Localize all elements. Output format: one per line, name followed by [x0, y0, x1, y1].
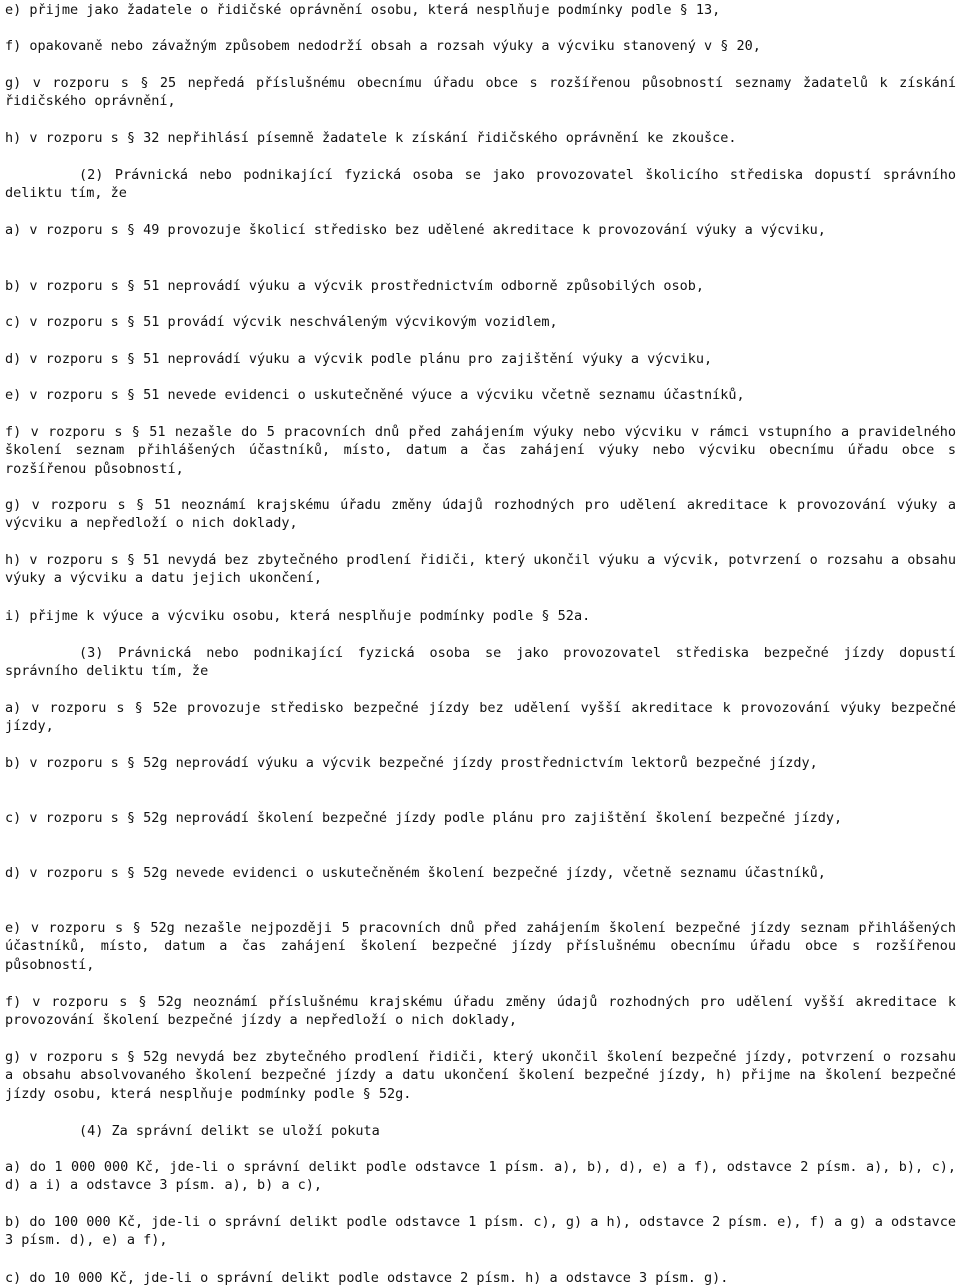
paragraph-3-intro: (3) Právnická nebo podnikající fyzická osoba se jako provozovatel střediska bezpečné jízdy dopustí správního deliktu tím, že — [5, 645, 956, 680]
paragraph-2e: e) v rozporu s § 51 nevede evidenci o uskutečněné výuce a výcviku včetně seznamu účastníků, — [5, 387, 745, 403]
paragraph-3a: a) v rozporu s § 52e provozuje středisko bezpečné jízdy bez udělení vyšší akreditace k provozování výuky bezpečné jízdy, — [5, 700, 956, 735]
paragraph-3g: g) v rozporu s § 52g nevydá bez zbytečného prodlení řidiči, který ukončil školení bezpečné jízdy, potvrzení o rozsahu a obsahu absolvovaného školení bezpečné jízdy a datu ukončení školení bezpečné jízdy, h) přijme na školení bezpečné jízdy osobu, která nesplňuje podmínky podle § 52g. — [5, 1049, 956, 1102]
paragraph-1e: e) přijme jako žadatele o řidičské oprávnění osobu, která nesplňuje podmínky podle § 13, — [5, 2, 721, 18]
paragraph-3f: f) v rozporu s § 52g neoznámí příslušnému krajskému úřadu změny údajů rozhodných pro udělení vyšší akreditace k provozování školení bezpečné jízdy a nepředloží o nich doklady, — [5, 994, 956, 1029]
paragraph-2h: h) v rozporu s § 51 nevydá bez zbytečného prodlení řidiči, který ukončil výuku a výcvik, potvrzení o rozsahu a obsahu výuky a výcviku a datu jejich ukončení, — [5, 552, 956, 587]
paragraph-4a: a) do 1 000 000 Kč, jde-li o správní delikt podle odstavce 1 písm. a), b), d), e) a f), odstavce 2 písm. a), b), c), d) a i) a odstavce 3 písm. a), b) a c), — [5, 1159, 956, 1194]
paragraph-2f: f) v rozporu s § 51 nezašle do 5 pracovních dnů před zahájením výuky nebo výcviku v rámci vstupního a pravidelného školení seznam přihlášených účastníků, místo, datum a čas zahájení výuky nebo výcviku obecnímu úřadu obce s rozšířenou působností, — [5, 424, 956, 477]
paragraph-4b: b) do 100 000 Kč, jde-li o správní delikt podle odstavce 1 písm. c), g) a h), odstavce 2 písm. e), f) a g) a odstavce 3 písm. d), e) a f), — [5, 1214, 956, 1249]
paragraph-4c: c) do 10 000 Kč, jde-li o správní delikt podle odstavce 2 písm. h) a odstavce 3 písm. g). — [5, 1270, 729, 1286]
paragraph-3c: c) v rozporu s § 52g neprovádí školení bezpečné jízdy podle plánu pro zajištění školení bezpečné jízdy, — [5, 810, 843, 826]
paragraph-3e: e) v rozporu s § 52g nezašle nejpozději 5 pracovních dnů před zahájením školení bezpečné jízdy seznam přihlášených účastníků, místo, datum a čas zahájení školení bezpečné jízdy příslušnému obecnímu úřadu obce s rozšířenou působností, — [5, 920, 956, 973]
paragraph-2b: b) v rozporu s § 51 neprovádí výuku a výcvik prostřednictvím odborně způsobilých osob, — [5, 278, 704, 294]
paragraph-1g: g) v rozporu s § 25 nepředá příslušnému obecnímu úřadu obce s rozšířenou působností seznamy žadatelů k získání řidičského oprávnění, — [5, 75, 956, 110]
paragraph-2c: c) v rozporu s § 51 provádí výcvik neschváleným výcvikovým vozidlem, — [5, 314, 558, 330]
paragraph-2i: i) přijme k výuce a výcviku osobu, která nesplňuje podmínky podle § 52a. — [5, 608, 591, 624]
paragraph-2d: d) v rozporu s § 51 neprovádí výuku a výcvik podle plánu pro zajištění výuky a výcviku, — [5, 351, 713, 367]
paragraph-2g: g) v rozporu s § 51 neoznámí krajskému úřadu změny údajů rozhodných pro udělení akreditace k provozování výuky a výcviku a nepředloží o nich doklady, — [5, 497, 956, 532]
paragraph-1f: f) opakovaně nebo závažným způsobem nedodrží obsah a rozsah výuky a výcviku stanovený v § 20, — [5, 38, 761, 54]
paragraph-2a: a) v rozporu s § 49 provozuje školicí středisko bez udělené akreditace k provozování výuky a výcviku, — [5, 222, 826, 238]
paragraph-1h: h) v rozporu s § 32 nepřihlásí písemně žadatele k získání řidičského oprávnění ke zkoušce. — [5, 130, 737, 146]
paragraph-3b: b) v rozporu s § 52g neprovádí výuku a výcvik bezpečné jízdy prostřednictvím lektorů bezpečné jízdy, — [5, 755, 818, 771]
paragraph-2-intro: (2) Právnická nebo podnikající fyzická osoba se jako provozovatel školicího střediska dopustí správního deliktu tím, že — [5, 167, 956, 202]
paragraph-4-intro: (4) Za správní delikt se uloží pokuta — [79, 1123, 380, 1139]
paragraph-3d: d) v rozporu s § 52g nevede evidenci o uskutečněném školení bezpečné jízdy, včetně seznamu účastníků, — [5, 865, 826, 881]
